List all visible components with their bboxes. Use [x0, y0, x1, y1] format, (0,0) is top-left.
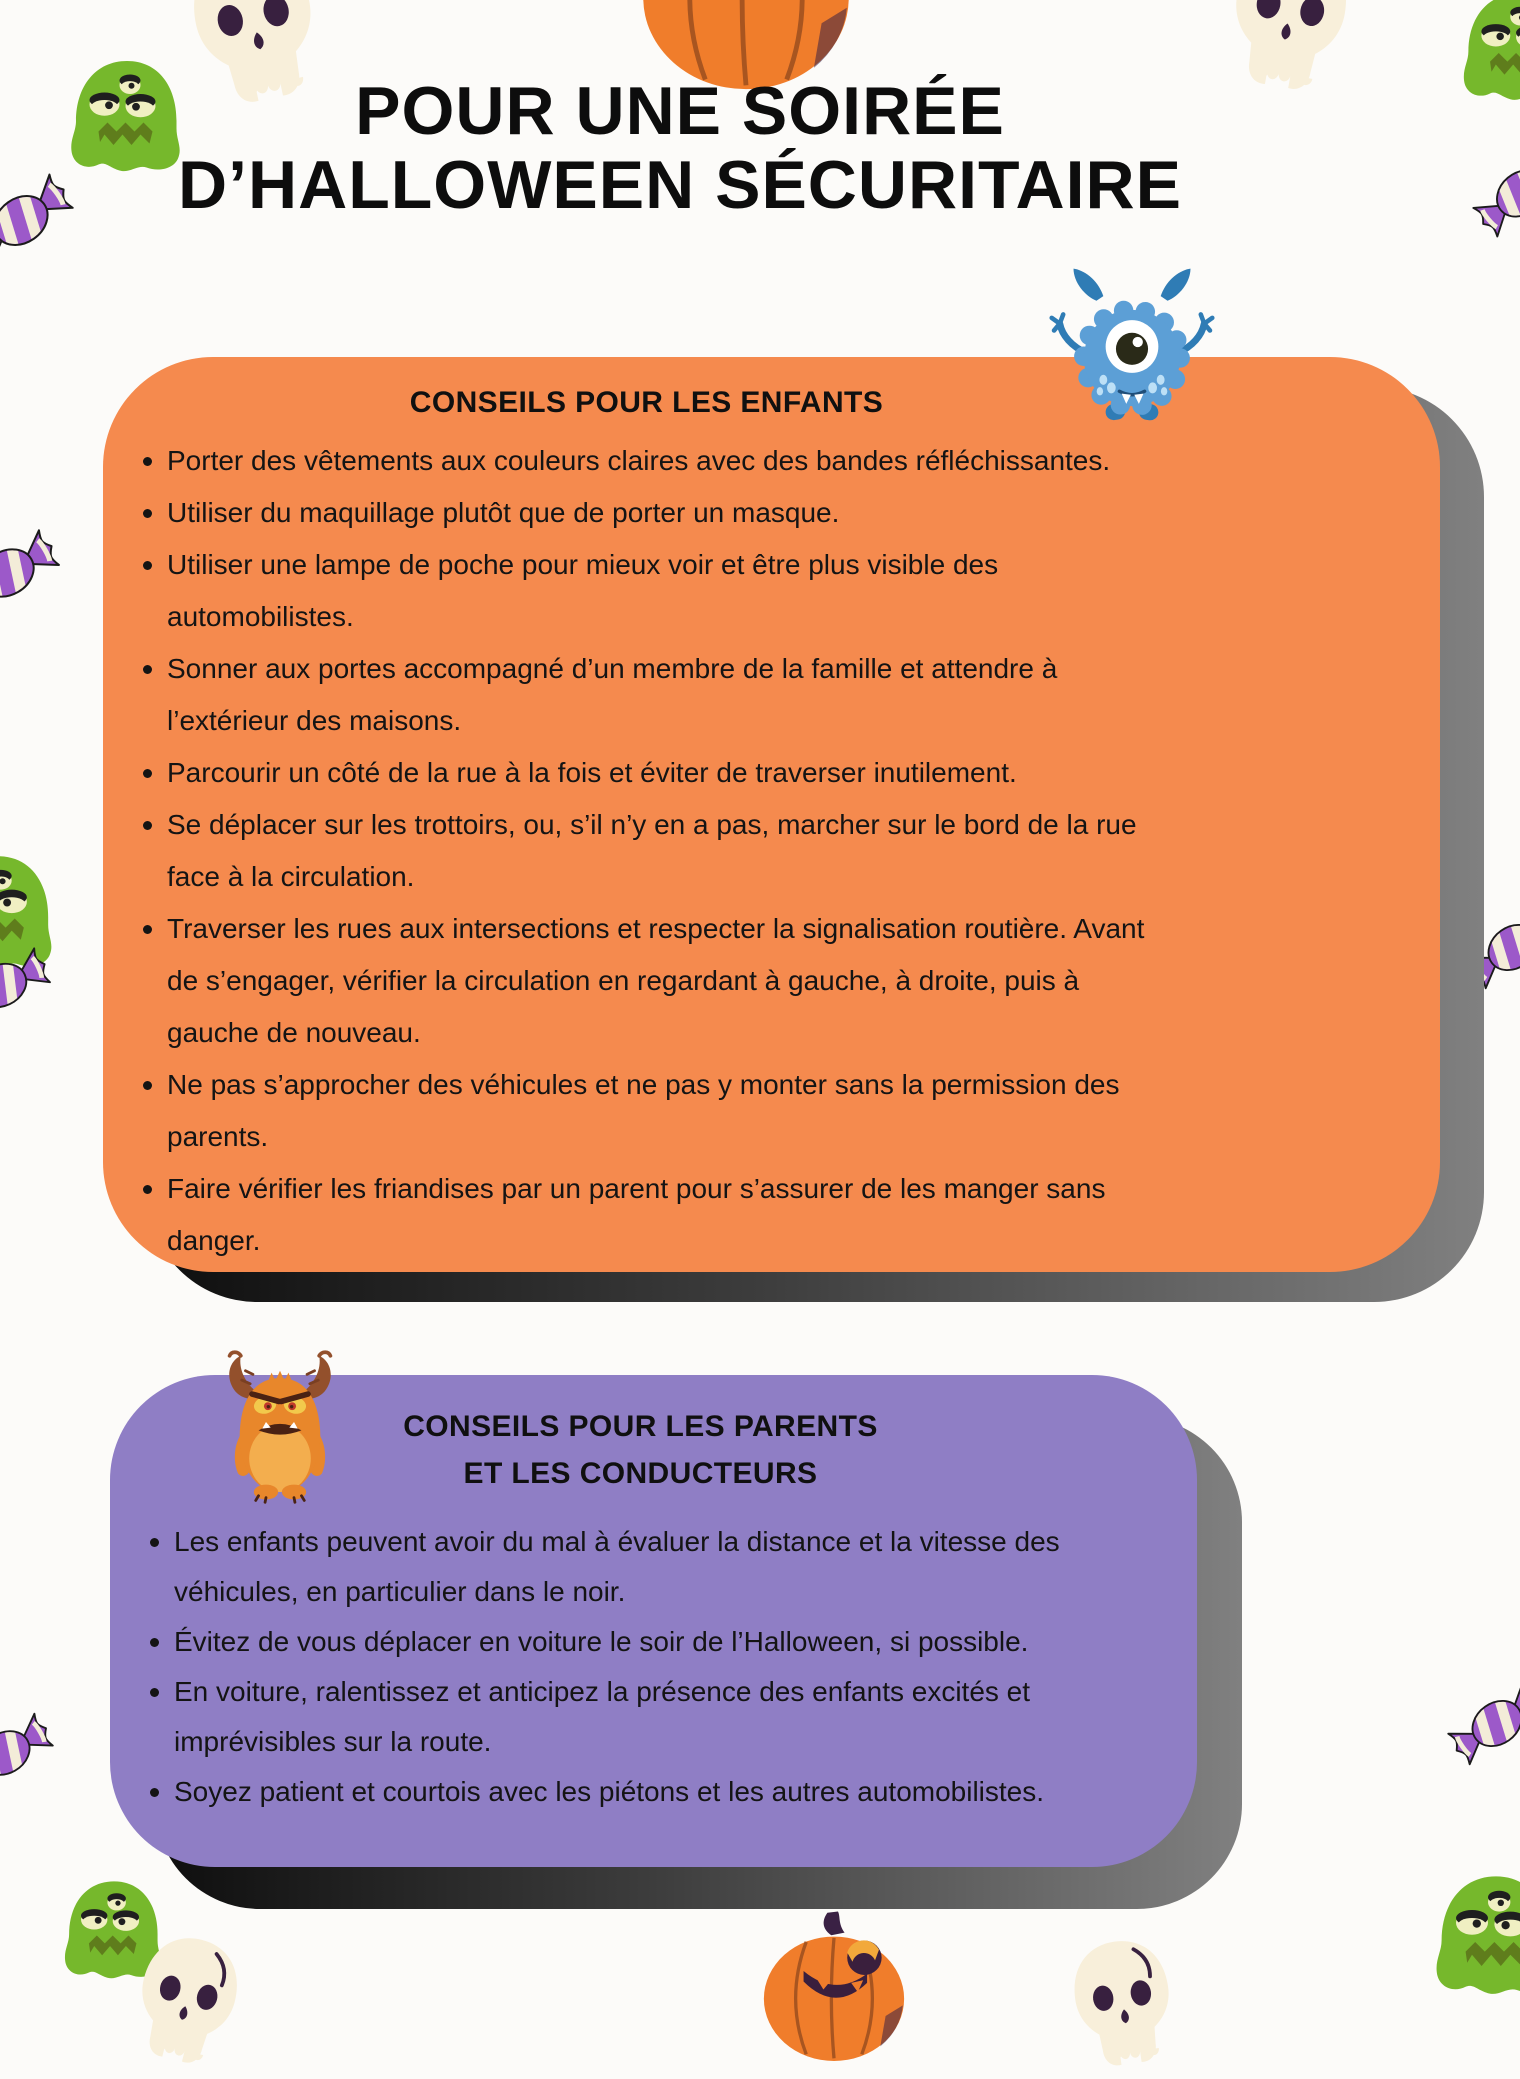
list-item: Utiliser une lampe de poche pour mieux voir et être plus visible des automobilistes. [133, 539, 1160, 643]
pumpkin-icon [748, 1910, 920, 2069]
children-tips-list [133, 435, 1160, 1267]
list-item: Les enfants peuvent avoir du mal à évaluer la distance et la vitesse des véhicules, en particulier dans le noir. [140, 1517, 1141, 1617]
candy-icon [1427, 1659, 1520, 1787]
ghost-icon [1416, 1870, 1520, 2014]
ghost-icon [1445, 0, 1520, 118]
list-item: Évitez de vous déplacer en voiture le soir de l’Halloween, si possible. [140, 1617, 1141, 1667]
candy-icon [0, 1693, 74, 1814]
skull-icon [1053, 1928, 1192, 2077]
candy-icon [0, 508, 82, 639]
list-item: Porter des vêtements aux couleurs claires avec des bandes réfléchissantes. [133, 435, 1160, 487]
children-tips-box [103, 357, 1440, 1272]
candy-icon [1451, 127, 1520, 260]
parents-section-header-line2: ET LES CONDUCTEURS [463, 1457, 818, 1490]
list-item: Faire vérifier les friandises par un parent pour s’assurer de les manger sans danger. [133, 1163, 1160, 1267]
list-item: Ne pas s’approcher des véhicules et ne pas y monter sans la permission des parents. [133, 1059, 1160, 1163]
list-item: Parcourir un côté de la rue à la fois et éviter de traverser inutilement. [133, 747, 1160, 799]
list-item: Utiliser du maquillage plutôt que de porter un masque. [133, 487, 1160, 539]
children-section-header: CONSEILS POUR LES ENFANTS [409, 386, 884, 419]
parents-tips-list [140, 1517, 1141, 1817]
page-title-line2: D’HALLOWEEN SÉCURITAIRE [178, 147, 1182, 223]
page-title-line1: POUR UNE SOIRÉE [355, 73, 1005, 149]
list-item: Soyez patient et courtois avec les piétons et les autres automobilistes. [140, 1767, 1141, 1817]
orange-monster-icon [210, 1350, 350, 1509]
page-title [100, 74, 1260, 222]
list-item: Traverser les rues aux intersections et respecter la signalisation routière. Avant de s’engager, vérifier la circulation en regardant à gauche, à droite, puis à gauche de nouveau. [133, 903, 1160, 1059]
parents-section-header-line1: CONSEILS POUR LES PARENTS [403, 1410, 878, 1443]
list-item: En voiture, ralentissez et anticipez la présence des enfants excités et imprévisibles sur la route. [140, 1667, 1141, 1767]
list-item: Se déplacer sur les trottoirs, ou, s’il n’y en a pas, marcher sur le bord de la rue face à la circulation. [133, 799, 1160, 903]
list-item: Sonner aux portes accompagné d’un membre de la famille et attendre à l’extérieur des maisons. [133, 643, 1160, 747]
blue-monster-icon [1046, 264, 1218, 436]
